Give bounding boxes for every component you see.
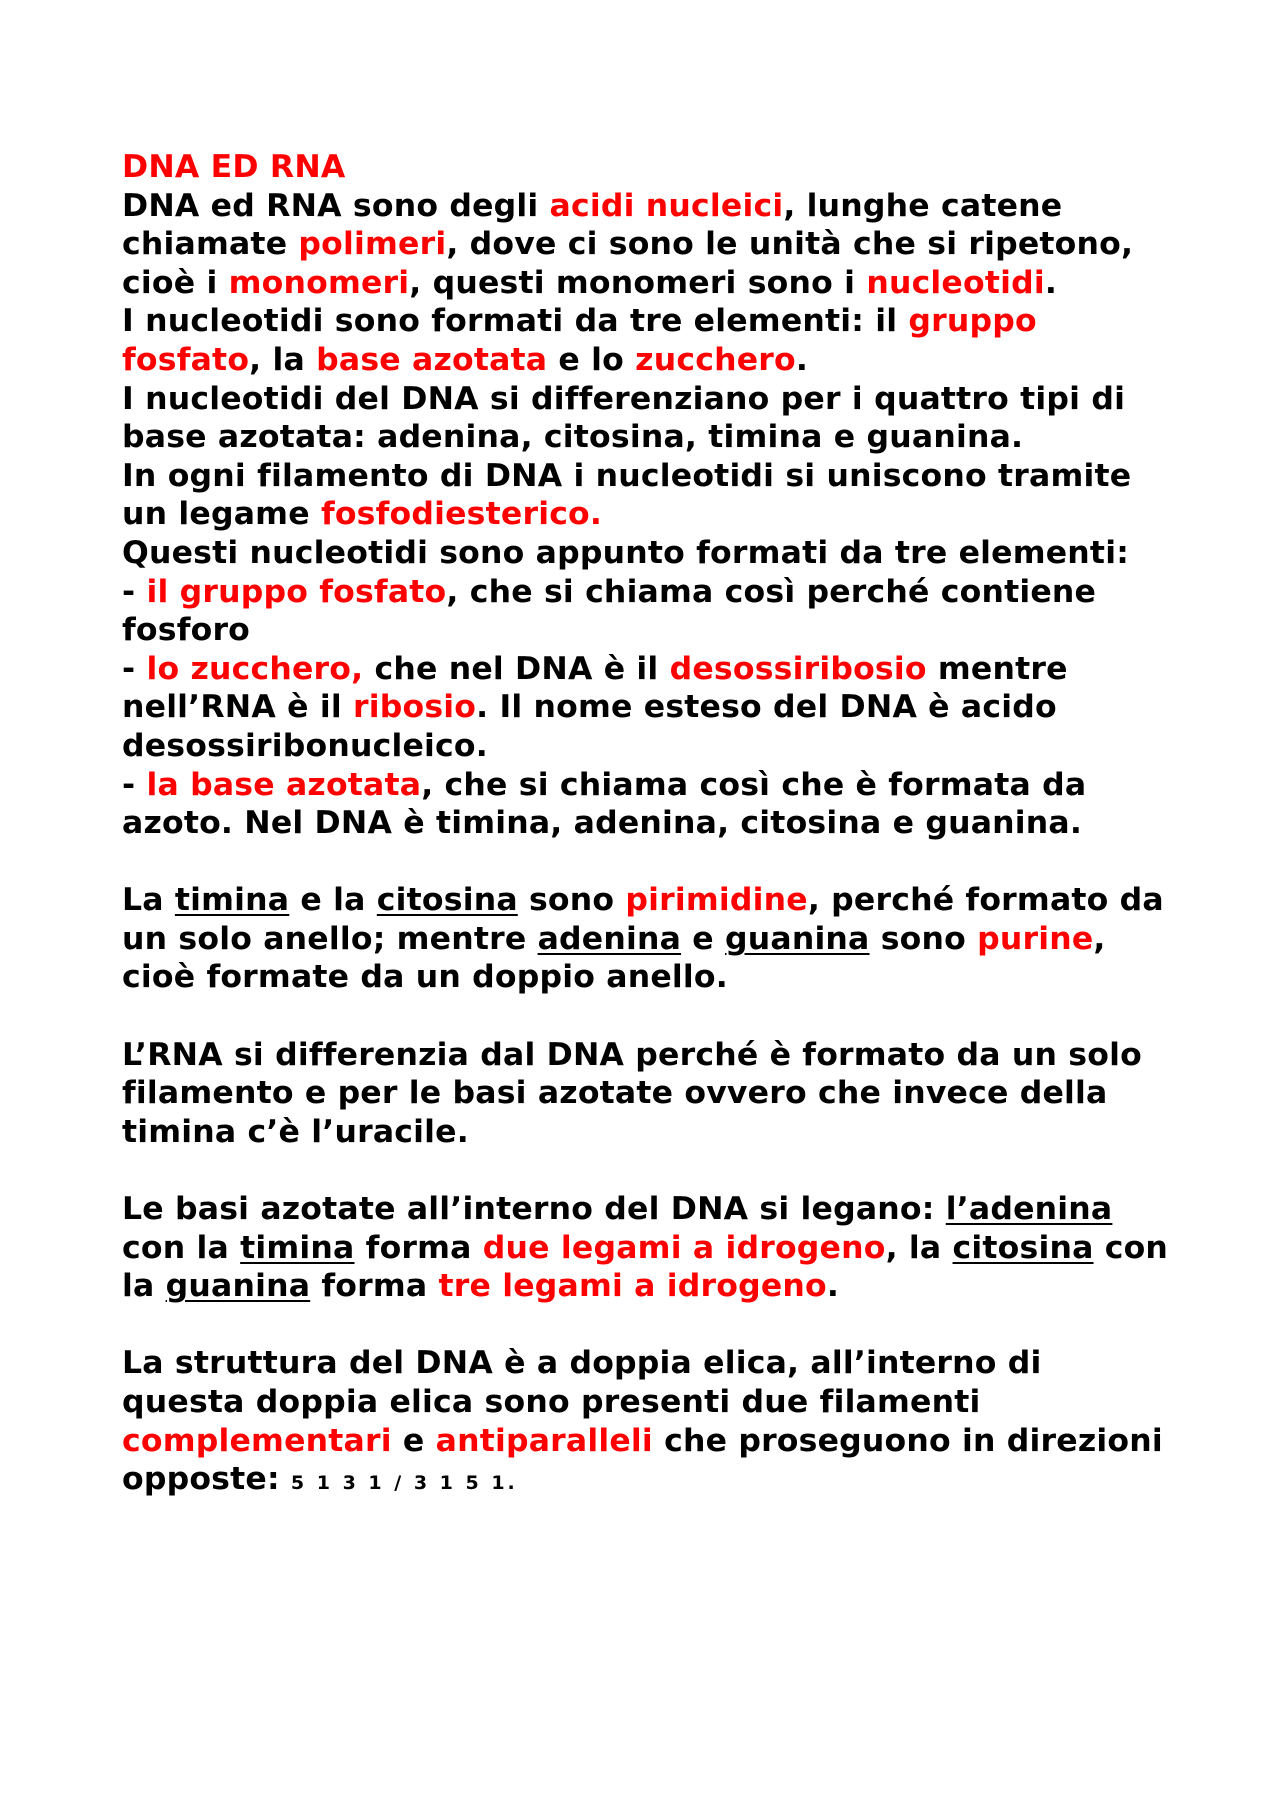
text-run: , cioè formate da un doppio anello. [122,920,1106,996]
highlighted-term: nucleotidi [866,264,1045,301]
paragraph-spacer [122,1151,1172,1190]
text-run: , questi monomeri sono i [409,264,867,301]
document-title: DNA ED RNA [122,149,346,185]
text-run: e [391,1422,436,1459]
paragraph-p4 [122,457,1172,534]
paragraph-p5 [122,534,1172,573]
underlined-term: citosina [952,1229,1094,1266]
paragraph-spacer [122,1306,1172,1345]
paragraph-p8 [122,766,1172,843]
text-run: Le basi azotate all’interno del DNA si legano: [122,1191,946,1228]
highlighted-term: acidi nucleici [549,187,784,224]
text-run: forma [310,1268,439,1305]
highlighted-term: fosfodiesterico. [320,496,603,533]
text-run: sono [517,882,626,919]
text-run: L’RNA si differenzia dal DNA perché è formato da un solo filamento e per le basi azotate ovvero che invece della timina c’è l’uracile. [122,1036,1142,1150]
paragraph-p10 [122,1036,1172,1152]
text-run: mentre nell’RNA è il [122,650,1068,726]
paragraph-p6 [122,573,1172,650]
highlighted-term: complementari [122,1422,392,1459]
highlighted-term: gruppo fosfato [122,303,1037,378]
text-run: , perché formato da un solo anello; mentre [122,882,1164,957]
paragraph-p12 [122,1344,1172,1502]
text-run: - [122,766,147,803]
underlined-term: timina [174,882,290,919]
text-run: - [122,650,147,687]
text-run: che nel DNA è il [363,650,670,687]
text-run: La [122,882,175,919]
paragraph-spacer [122,997,1172,1036]
highlighted-term: due legami a idrogeno [482,1229,886,1266]
underlined-term: guanina [724,920,870,957]
highlighted-term: la base azotata [146,766,422,803]
text-run: , lunghe catene chiamate [122,187,1063,263]
highlighted-term: tre legami a idrogeno [438,1268,827,1305]
highlighted-term: antiparalleli [435,1422,653,1459]
paragraph-p2 [122,302,1172,379]
highlighted-term: polimeri [298,226,447,263]
text-run: DNA ed RNA sono degli [122,187,550,224]
underlined-term: citosina [376,882,518,919]
highlighted-term: pirimidine [625,882,808,919]
text-run: forma [354,1229,483,1266]
highlighted-term: base azotata [316,341,548,378]
paragraph-p11 [122,1190,1172,1306]
highlighted-term: lo zucchero, [146,650,364,687]
text-run: - [122,573,147,610]
highlighted-term: ribosio [353,689,477,726]
text-run: , la [249,341,317,378]
text-run: I nucleotidi sono formati da tre elementi: il [122,303,909,340]
highlighted-term: il gruppo fosfato [146,573,447,610]
text-run: I nucleotidi del DNA si differenziano per i quattro tipi di base azotata: adenina, citosina, timina e guanina. [122,380,1126,456]
text-run: e la [289,882,377,919]
paragraph-p1 [122,187,1172,303]
text-run: , che si chiama così perché contiene fosforo [122,573,1097,649]
underlined-term: guanina [165,1268,311,1305]
text-run: . [1044,264,1058,301]
highlighted-term: desossiribosio [669,650,927,687]
text-run: , dove ci sono le unità che si ripetono, cioè i [122,226,1134,301]
text-run: con la [122,1229,1169,1305]
text-run: , la [885,1229,953,1266]
paragraph-p3 [122,380,1172,457]
text-run: con la [122,1229,241,1266]
text-run: . [795,341,809,378]
text-run: e [681,920,725,957]
highlighted-term: purine [977,920,1094,957]
document-page [122,148,1172,1503]
text-run: In ogni filamento di DNA i nucleotidi si uniscono tramite un legame [122,457,1132,533]
text-run: e lo [547,341,636,378]
text-run: , che si chiama così che è formata da azoto. Nel DNA è timina, adenina, citosina e guanina. [122,766,1087,842]
underlined-term: l’adenina [945,1191,1113,1228]
highlighted-term: zucchero [635,341,796,378]
direction-notation: 5 1 3 1 / 3 1 5 1. [290,1472,518,1495]
text-run: che proseguono in direzioni opposte: [122,1422,1163,1498]
paragraph-spacer [122,843,1172,882]
underlined-term: timina [240,1229,355,1266]
text-run: La struttura del DNA è a doppia elica, all’interno di questa doppia elica sono presenti due filamenti [122,1345,1042,1420]
highlighted-term: monomeri [228,264,410,301]
text-run: sono [869,920,978,957]
text-run: Questi nucleotidi sono appunto formati da tre elementi: [122,534,1129,571]
text-run: . [826,1268,840,1305]
paragraph-p9 [122,881,1172,997]
document-body [122,187,1172,1503]
underlined-term: adenina [537,920,682,957]
text-run: . Il nome esteso del DNA è acido desossiribonucleico. [122,689,1057,764]
paragraph-p7 [122,650,1172,766]
